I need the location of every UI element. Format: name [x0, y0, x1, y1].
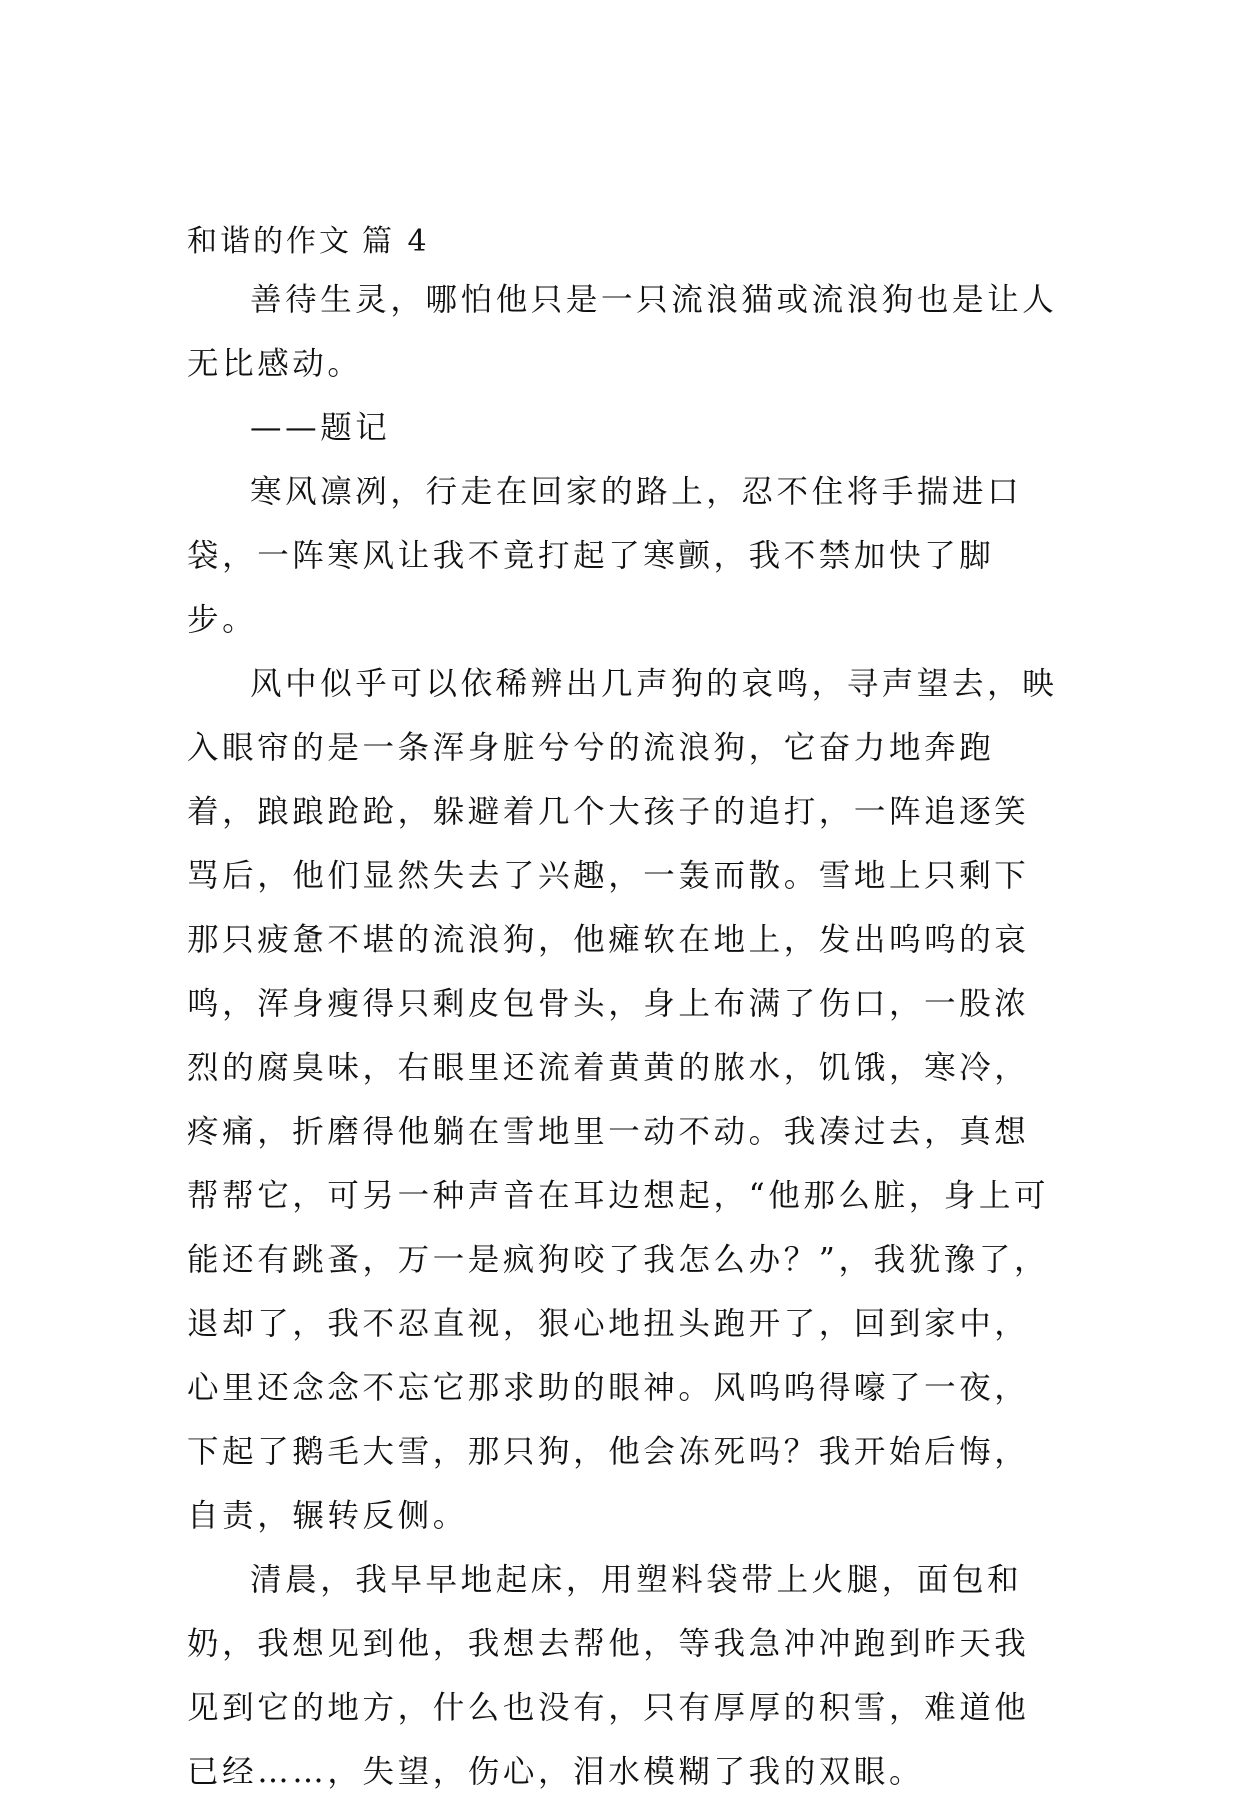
paragraph-epigraph-attribution: ——题记	[250, 410, 391, 446]
essay-body	[187, 268, 1059, 1804]
paragraph-cold-wind: 寒风凛冽，行走在回家的路上，忍不住将手揣进口袋，一阵寒风让我不竟打起了寒颤，我不禁加快了脚步。	[187, 474, 1023, 638]
paragraph-morning: 清晨，我早早地起床，用塑料袋带上火腿，面包和奶，我想见到他，我想去帮他，等我急冲冲跑到昨天我见到它的地方，什么也没有，只有厚厚的积雪，难道他已经……，失望，伤心，泪水模糊了我的双眼。	[187, 1562, 1030, 1790]
section-label: 篇 4	[362, 224, 430, 259]
paragraph-intro: 善待生灵，哪怕他只是一只流浪猫或流浪狗也是让人无比感动。	[187, 282, 1058, 382]
essay-title	[187, 222, 430, 262]
paragraph-stray-dog: 风中似乎可以依稀辨出几声狗的哀鸣，寻声望去，映入眼帘的是一条浑身脏兮兮的流浪狗，它奋力地奔跑着，踉踉跄跄，躲避着几个大孩子的追打，一阵追逐笑骂后，他们显然失去了兴趣，一轰而散。雪地上只剩下那只疲惫不堪的流浪狗，他瘫软在地上，发出呜呜的哀鸣，浑身瘦得只剩皮包骨头，身上布满了伤口，一股浓烈的腐臭味，右眼里还流着黄黄的脓水，饥饿，寒冷，疼痛，折磨得他躺在雪地里一动不动。我凑过去，真想帮帮它，可另一种声音在耳边想起，“他那么脏，身上可能还有跳蚤，万一是疯狗咬了我怎么办？”，我犹豫了，退却了，我不忍直视，狠心地扭头跑开了，回到家中，心里还念念不忘它那求助的眼神。风呜呜得嚎了一夜，下起了鹅毛大雪，那只狗，他会冻死吗？我开始后悔，自责，辗转反侧。	[187, 666, 1058, 1534]
essay-title-text: 和谐的作文	[187, 224, 352, 259]
